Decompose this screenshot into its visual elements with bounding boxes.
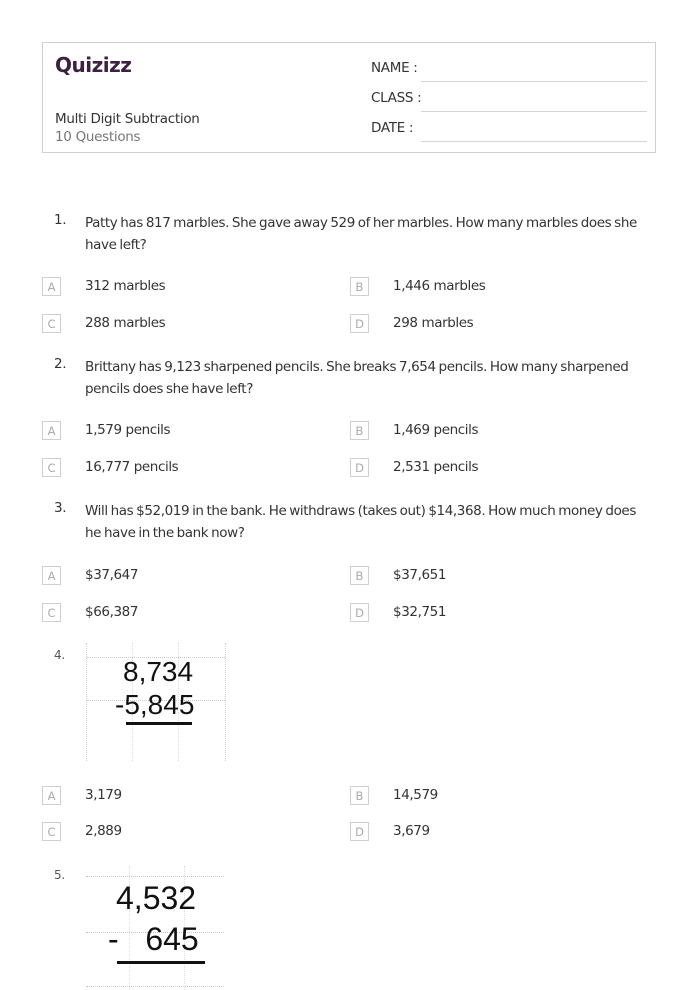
option-letter-box: B [350,786,369,805]
minuend: 4,532 [116,880,197,916]
option-letter-box: C [42,458,61,477]
option-letter-box: D [350,603,369,622]
question-number: 1. [54,212,67,228]
grid-line [86,876,224,877]
date-line [421,141,647,142]
option-letter-box: A [42,277,61,296]
option-text: $66,387 [85,604,139,620]
option-text: 288 marbles [85,315,166,331]
option-c[interactable] [42,603,322,623]
option-text: $37,651 [393,567,447,583]
option-text: 312 marbles [85,278,166,294]
question-number: 4. [54,648,65,662]
worksheet-title: Multi Digit Subtraction [55,111,200,127]
subtraction-figure [86,866,224,990]
date-field[interactable] [371,120,647,140]
question-count: 10 Questions [55,129,141,145]
class-label: CLASS : [371,90,422,106]
class-line [421,111,647,112]
name-field[interactable] [371,60,647,80]
date-label: DATE : [371,120,414,136]
question-number: 5. [54,868,65,882]
option-b[interactable] [350,277,630,297]
option-text: $32,751 [393,604,447,620]
option-text: 1,469 pencils [393,422,479,438]
option-text: 16,777 pencils [85,459,179,475]
option-d[interactable] [350,603,630,623]
question-number: 3. [54,500,67,516]
option-letter-box: D [350,314,369,333]
option-letter-box: A [42,566,61,585]
option-text: 3,179 [85,787,122,803]
minuend: 8,734 [123,656,194,687]
option-a[interactable] [42,566,322,586]
option-letter-box: C [42,314,61,333]
option-d[interactable] [350,458,630,478]
question-text: Brittany has 9,123 sharpened pencils. She breaks 7,654 pencils. How many sharpened pencils does she have left? [85,359,629,397]
option-letter-box: B [350,566,369,585]
option-text: $37,647 [85,567,139,583]
option-b[interactable] [350,421,630,441]
option-letter-box: C [42,822,61,841]
option-b[interactable] [350,566,630,586]
name-label: NAME : [371,60,418,76]
option-d[interactable] [350,822,630,842]
option-text: 1,579 pencils [85,422,171,438]
option-letter-box: D [350,458,369,477]
option-c[interactable] [42,822,322,842]
option-letter-box: D [350,822,369,841]
question-text: Patty has 817 marbles. She gave away 529 of her marbles. How many marbles does she have left? [85,215,637,253]
name-line [421,81,647,82]
option-letter-box: A [42,786,61,805]
option-text: 298 marbles [393,315,474,331]
option-letter-box: A [42,421,61,440]
grid-line [86,986,224,987]
option-text: 3,679 [393,823,430,839]
option-text: 14,579 [393,787,438,803]
answer-rule [126,722,192,725]
option-c[interactable] [42,314,322,334]
option-text: 1,446 marbles [393,278,486,294]
subtrahend: -5,845 [115,689,195,720]
option-b[interactable] [350,786,630,806]
class-field[interactable] [371,90,647,110]
worksheet-header [42,42,656,153]
option-a[interactable] [42,421,322,441]
subtraction-figure [86,643,226,761]
subtrahend: - 645 [108,921,199,957]
option-letter-box: B [350,421,369,440]
option-a[interactable] [42,786,322,806]
option-c[interactable] [42,458,322,478]
option-letter-box: C [42,603,61,622]
quizizz-logo: Quizizz [55,53,132,77]
question-number: 2. [54,356,67,372]
question-text: Will has $52,019 in the bank. He withdraws (takes out) $14,368. How much money does he have in the bank now? [85,503,636,541]
option-text: 2,889 [85,823,122,839]
option-a[interactable] [42,277,322,297]
option-letter-box: B [350,277,369,296]
option-text: 2,531 pencils [393,459,479,475]
answer-rule [117,961,205,964]
option-d[interactable] [350,314,630,334]
